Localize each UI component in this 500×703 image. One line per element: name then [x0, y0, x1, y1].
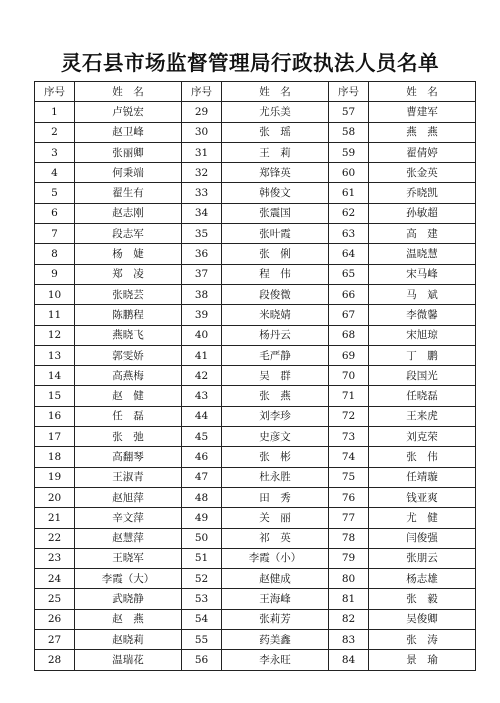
serial-number-cell: 46 — [182, 447, 222, 467]
serial-number-cell: 38 — [182, 284, 222, 304]
serial-number-cell: 22 — [35, 528, 75, 548]
staff-name-cell: 李永旺 — [222, 650, 329, 670]
staff-name-cell: 赵 健 — [75, 386, 182, 406]
table-row — [35, 406, 476, 426]
staff-name-cell: 韩俊文 — [222, 183, 329, 203]
table-row — [35, 122, 476, 142]
staff-name-cell: 卢锐宏 — [75, 102, 182, 122]
serial-number-cell: 26 — [35, 609, 75, 629]
serial-number-cell: 50 — [182, 528, 222, 548]
serial-number-cell: 39 — [182, 305, 222, 325]
serial-number-cell: 32 — [182, 163, 222, 183]
serial-number-cell: 4 — [35, 163, 75, 183]
serial-number-cell: 77 — [329, 508, 369, 528]
table-row — [35, 224, 476, 244]
serial-number-cell: 75 — [329, 467, 369, 487]
staff-name-cell: 王来虎 — [369, 406, 476, 426]
serial-number-cell: 63 — [329, 224, 369, 244]
table-row — [35, 569, 476, 589]
serial-number-cell: 20 — [35, 487, 75, 507]
staff-name-cell: 郑锋英 — [222, 163, 329, 183]
staff-name-cell: 张叶霞 — [222, 224, 329, 244]
staff-name-cell: 史彦文 — [222, 427, 329, 447]
staff-name-cell: 何秉端 — [75, 163, 182, 183]
serial-number-cell: 59 — [329, 142, 369, 162]
serial-number-cell: 3 — [35, 142, 75, 162]
staff-name-cell: 田 秀 — [222, 487, 329, 507]
serial-number-cell: 13 — [35, 345, 75, 365]
serial-number-cell: 24 — [35, 569, 75, 589]
staff-name-cell: 王海峰 — [222, 589, 329, 609]
staff-name-cell: 张 瑶 — [222, 122, 329, 142]
serial-number-cell: 71 — [329, 386, 369, 406]
table-row — [35, 386, 476, 406]
roster-body — [35, 102, 476, 670]
serial-number-cell: 34 — [182, 203, 222, 223]
table-row — [35, 203, 476, 223]
staff-name-cell: 闫俊强 — [369, 528, 476, 548]
column-header-name: 姓 名 — [75, 82, 182, 102]
staff-name-cell: 段国光 — [369, 366, 476, 386]
serial-number-cell: 33 — [182, 183, 222, 203]
staff-name-cell: 郭雯娇 — [75, 345, 182, 365]
staff-name-cell: 张 毅 — [369, 589, 476, 609]
serial-number-cell: 16 — [35, 406, 75, 426]
staff-name-cell: 宋马峰 — [369, 264, 476, 284]
serial-number-cell: 42 — [182, 366, 222, 386]
serial-number-cell: 83 — [329, 630, 369, 650]
staff-name-cell: 尤 健 — [369, 508, 476, 528]
staff-name-cell: 段俊微 — [222, 284, 329, 304]
table-row — [35, 650, 476, 670]
staff-name-cell: 温晓慧 — [369, 244, 476, 264]
staff-name-cell: 赵 燕 — [75, 609, 182, 629]
staff-name-cell: 杨 婕 — [75, 244, 182, 264]
serial-number-cell: 84 — [329, 650, 369, 670]
serial-number-cell: 30 — [182, 122, 222, 142]
serial-number-cell: 6 — [35, 203, 75, 223]
column-header-name: 姓 名 — [369, 82, 476, 102]
staff-name-cell: 马 斌 — [369, 284, 476, 304]
serial-number-cell: 29 — [182, 102, 222, 122]
staff-name-cell: 武晓静 — [75, 589, 182, 609]
table-row — [35, 366, 476, 386]
serial-number-cell: 12 — [35, 325, 75, 345]
staff-name-cell: 赵志刚 — [75, 203, 182, 223]
table-row — [35, 102, 476, 122]
staff-name-cell: 尤乐美 — [222, 102, 329, 122]
serial-number-cell: 47 — [182, 467, 222, 487]
staff-name-cell: 张 俐 — [222, 244, 329, 264]
staff-name-cell: 翟倩婷 — [369, 142, 476, 162]
serial-number-cell: 19 — [35, 467, 75, 487]
serial-number-cell: 60 — [329, 163, 369, 183]
staff-name-cell: 张 涛 — [369, 630, 476, 650]
serial-number-cell: 41 — [182, 345, 222, 365]
staff-name-cell: 杜永胜 — [222, 467, 329, 487]
page-title: 灵石县市场监督管理局行政执法人员名单 — [61, 51, 439, 75]
serial-number-cell: 35 — [182, 224, 222, 244]
staff-name-cell: 景 瑜 — [369, 650, 476, 670]
staff-name-cell: 李霞（小） — [222, 548, 329, 568]
staff-name-cell: 张 伟 — [369, 447, 476, 467]
table-header-row — [35, 82, 476, 102]
staff-name-cell: 李霞（大） — [75, 569, 182, 589]
staff-name-cell: 祁 英 — [222, 528, 329, 548]
serial-number-cell: 61 — [329, 183, 369, 203]
column-header-no: 序号 — [35, 82, 75, 102]
table-row — [35, 284, 476, 304]
staff-name-cell: 赵晓莉 — [75, 630, 182, 650]
serial-number-cell: 68 — [329, 325, 369, 345]
staff-name-cell: 张震国 — [222, 203, 329, 223]
serial-number-cell: 28 — [35, 650, 75, 670]
serial-number-cell: 62 — [329, 203, 369, 223]
table-row — [35, 183, 476, 203]
table-row — [35, 427, 476, 447]
serial-number-cell: 11 — [35, 305, 75, 325]
staff-name-cell: 钱亚爽 — [369, 487, 476, 507]
table-row — [35, 609, 476, 629]
serial-number-cell: 23 — [35, 548, 75, 568]
staff-name-cell: 张莉芳 — [222, 609, 329, 629]
serial-number-cell: 49 — [182, 508, 222, 528]
table-row — [35, 163, 476, 183]
serial-number-cell: 66 — [329, 284, 369, 304]
staff-name-cell: 郑 凌 — [75, 264, 182, 284]
staff-name-cell: 李微馨 — [369, 305, 476, 325]
table-row — [35, 447, 476, 467]
staff-name-cell: 辛文萍 — [75, 508, 182, 528]
staff-name-cell: 王 莉 — [222, 142, 329, 162]
staff-name-cell: 燕 燕 — [369, 122, 476, 142]
serial-number-cell: 72 — [329, 406, 369, 426]
serial-number-cell: 56 — [182, 650, 222, 670]
serial-number-cell: 48 — [182, 487, 222, 507]
serial-number-cell: 44 — [182, 406, 222, 426]
table-row — [35, 325, 476, 345]
staff-name-cell: 赵健成 — [222, 569, 329, 589]
serial-number-cell: 2 — [35, 122, 75, 142]
serial-number-cell: 74 — [329, 447, 369, 467]
serial-number-cell: 45 — [182, 427, 222, 447]
staff-name-cell: 关 丽 — [222, 508, 329, 528]
serial-number-cell: 27 — [35, 630, 75, 650]
staff-name-cell: 吴俊卿 — [369, 609, 476, 629]
table-row — [35, 345, 476, 365]
table-row — [35, 528, 476, 548]
serial-number-cell: 1 — [35, 102, 75, 122]
serial-number-cell: 43 — [182, 386, 222, 406]
staff-name-cell: 张 燕 — [222, 386, 329, 406]
staff-name-cell: 王淑青 — [75, 467, 182, 487]
table-row — [35, 508, 476, 528]
serial-number-cell: 81 — [329, 589, 369, 609]
staff-name-cell: 燕晓飞 — [75, 325, 182, 345]
staff-name-cell: 温瑞花 — [75, 650, 182, 670]
serial-number-cell: 54 — [182, 609, 222, 629]
table-row — [35, 264, 476, 284]
serial-number-cell: 18 — [35, 447, 75, 467]
staff-name-cell: 药美鑫 — [222, 630, 329, 650]
staff-name-cell: 陈鹏程 — [75, 305, 182, 325]
serial-number-cell: 10 — [35, 284, 75, 304]
serial-number-cell: 15 — [35, 386, 75, 406]
column-header-name: 姓 名 — [222, 82, 329, 102]
staff-name-cell: 翟生有 — [75, 183, 182, 203]
serial-number-cell: 73 — [329, 427, 369, 447]
serial-number-cell: 37 — [182, 264, 222, 284]
table-row — [35, 467, 476, 487]
serial-number-cell: 65 — [329, 264, 369, 284]
staff-name-cell: 乔晓凯 — [369, 183, 476, 203]
serial-number-cell: 78 — [329, 528, 369, 548]
serial-number-cell: 21 — [35, 508, 75, 528]
staff-name-cell: 张丽卿 — [75, 142, 182, 162]
serial-number-cell: 67 — [329, 305, 369, 325]
serial-number-cell: 69 — [329, 345, 369, 365]
staff-name-cell: 赵旭萍 — [75, 487, 182, 507]
table-row — [35, 244, 476, 264]
table-row — [35, 630, 476, 650]
staff-name-cell: 杨志雄 — [369, 569, 476, 589]
staff-name-cell: 任靖璇 — [369, 467, 476, 487]
staff-name-cell: 孙敏超 — [369, 203, 476, 223]
staff-name-cell: 张 弛 — [75, 427, 182, 447]
staff-name-cell: 王晓军 — [75, 548, 182, 568]
serial-number-cell: 82 — [329, 609, 369, 629]
serial-number-cell: 79 — [329, 548, 369, 568]
serial-number-cell: 51 — [182, 548, 222, 568]
staff-name-cell: 曹建军 — [369, 102, 476, 122]
staff-name-cell: 丁 鹏 — [369, 345, 476, 365]
staff-name-cell: 张朋云 — [369, 548, 476, 568]
table-row — [35, 305, 476, 325]
staff-name-cell: 张晓芸 — [75, 284, 182, 304]
serial-number-cell: 31 — [182, 142, 222, 162]
serial-number-cell: 40 — [182, 325, 222, 345]
staff-name-cell: 张金英 — [369, 163, 476, 183]
staff-name-cell: 吴 群 — [222, 366, 329, 386]
staff-name-cell: 杨丹云 — [222, 325, 329, 345]
staff-name-cell: 宋旭琼 — [369, 325, 476, 345]
staff-name-cell: 米晓婧 — [222, 305, 329, 325]
column-header-no: 序号 — [182, 82, 222, 102]
staff-name-cell: 刘克荣 — [369, 427, 476, 447]
serial-number-cell: 9 — [35, 264, 75, 284]
staff-name-cell: 赵慧萍 — [75, 528, 182, 548]
staff-roster-table — [34, 81, 476, 671]
serial-number-cell: 36 — [182, 244, 222, 264]
staff-name-cell: 高 建 — [369, 224, 476, 244]
serial-number-cell: 58 — [329, 122, 369, 142]
serial-number-cell: 17 — [35, 427, 75, 447]
serial-number-cell: 57 — [329, 102, 369, 122]
serial-number-cell: 8 — [35, 244, 75, 264]
staff-name-cell: 任 磊 — [75, 406, 182, 426]
staff-name-cell: 刘李珍 — [222, 406, 329, 426]
staff-name-cell: 毛严静 — [222, 345, 329, 365]
staff-name-cell: 任晓磊 — [369, 386, 476, 406]
serial-number-cell: 80 — [329, 569, 369, 589]
table-row — [35, 487, 476, 507]
serial-number-cell: 52 — [182, 569, 222, 589]
staff-name-cell: 张 彬 — [222, 447, 329, 467]
column-header-no: 序号 — [329, 82, 369, 102]
staff-name-cell: 高翻琴 — [75, 447, 182, 467]
table-row — [35, 589, 476, 609]
serial-number-cell: 25 — [35, 589, 75, 609]
staff-name-cell: 高燕梅 — [75, 366, 182, 386]
serial-number-cell: 14 — [35, 366, 75, 386]
staff-name-cell: 段志军 — [75, 224, 182, 244]
serial-number-cell: 55 — [182, 630, 222, 650]
serial-number-cell: 53 — [182, 589, 222, 609]
serial-number-cell: 64 — [329, 244, 369, 264]
staff-name-cell: 程 伟 — [222, 264, 329, 284]
serial-number-cell: 7 — [35, 224, 75, 244]
serial-number-cell: 76 — [329, 487, 369, 507]
serial-number-cell: 70 — [329, 366, 369, 386]
serial-number-cell: 5 — [35, 183, 75, 203]
table-row — [35, 142, 476, 162]
table-row — [35, 548, 476, 568]
staff-name-cell: 赵卫峰 — [75, 122, 182, 142]
